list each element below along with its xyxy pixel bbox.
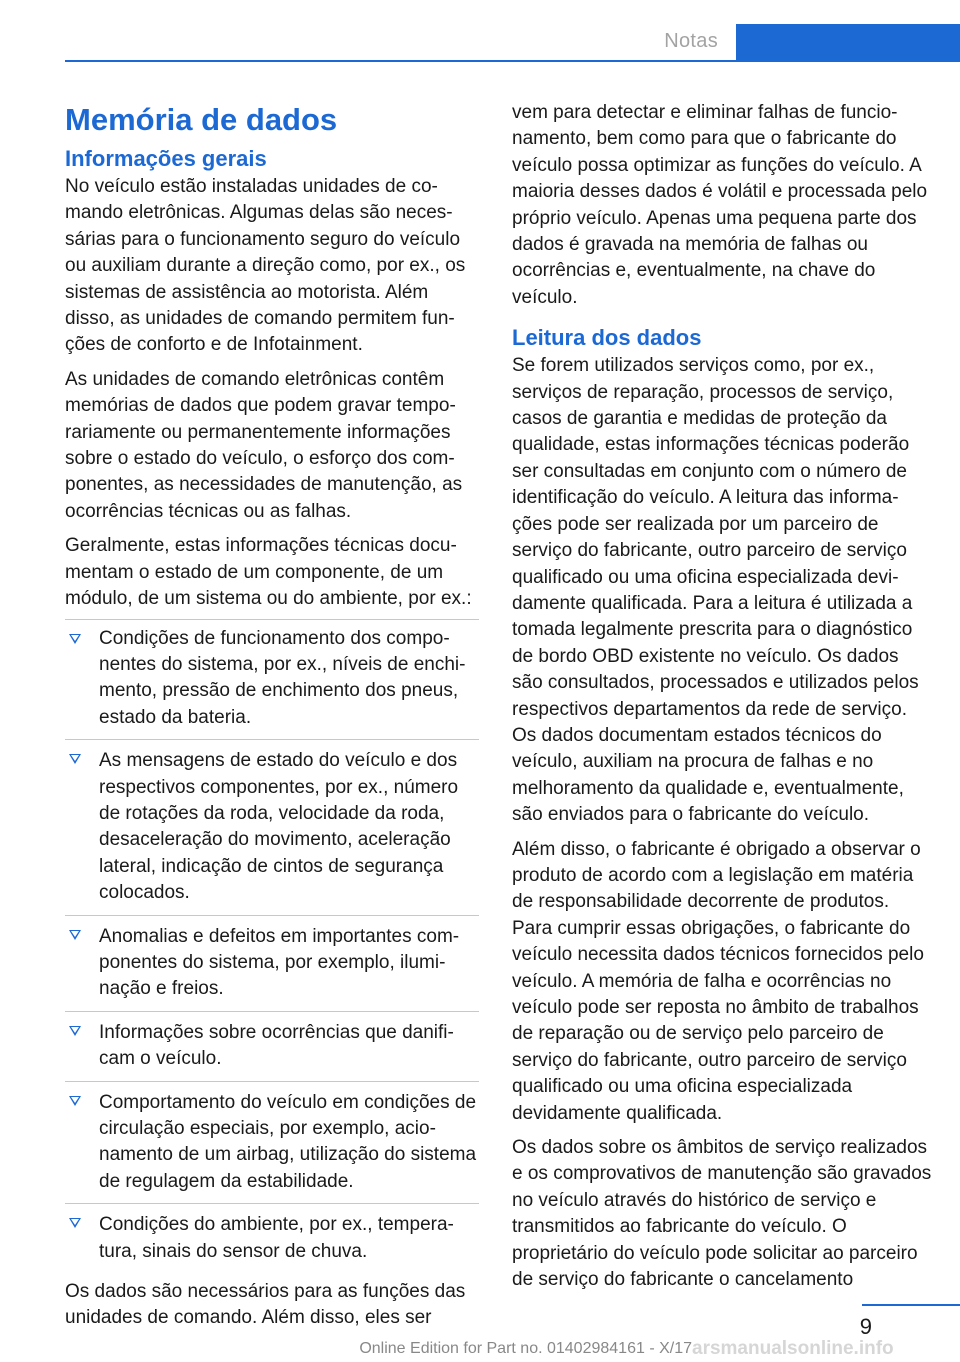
paragraph: Os dados sobre os âmbitos de serviço realizados e os comprovativos de manutenção são gravados no veículo através do histórico de serviço e transmitidos ao fabricante do veículo. O proprietário do veículo pode solicitar ao parceiro de serviço do fabricante o cancelamento <box>512 1137 932 1291</box>
triangle-bullet-icon <box>69 1218 81 1228</box>
paragraph: Se forem utilizados serviços como, por ex., serviços de reparação, processos de serviço, casos de garantia e medidas de proteção da qualidade, estas informações técnicas poderão ser consultadas em conjunto com o número de identificação do veículo. A leitura das informações pode ser realizada por um parceiro de serviço do fabricante, outro parceiro de serviço qualificado ou uma oficina especializada devidamente qualificada. Para a leitura é utilizada a tomada legalmente prescrita para o diagnóstico de bordo OBD existente no veículo. Os dados são consultados, processados e utilizados pelos respectivos departamentos da rede de serviço. Os dados documentam estados técnicos do veículo, auxiliam na procura de falhas e no melhoramento da qualidade e, eventualmente, são enviados para o fabricante do veículo. <box>512 355 919 826</box>
page-number: 9 <box>859 1314 872 1339</box>
paragraph: Os dados são necessários para as funções das unidades de comando. Além disso, eles ser <box>65 1281 466 1329</box>
watermark: arsmanualsonline.info <box>692 1338 894 1359</box>
paragraph: Além disso, o fabricante é obrigado a observar o produto de acordo com a legislação em matéria de responsabilidade decorrente de produtos. Para cumprir essas obrigações, o fabricante do veículo necessita dados técnicos fornecidos pelo veículo. A memória de falha e ocorrências no veículo pode ser reposta no âmbito de trabalhos de reparação ou de serviço pelo parceiro de serviço do fabricante, outro parceiro de serviço qualificado ou uma oficina especializada devidamente qualificada. <box>512 838 924 1124</box>
paragraph: As unidades de comando eletrônicas contêm memórias de dados que podem gravar temporariamente ou permanentemente informações sobre o estado do veículo, o esforço dos componentes, as necessidades de manutenção, as ocorrências técnicas ou as falhas. <box>65 368 463 522</box>
list-item: As mensagens de estado do veículo e dos respectivos componentes, por ex., número de rotações da roda, velocidade da roda, desaceleração do movimento, aceleração lateral, indicação de cintos de segurança colocados. <box>65 739 479 914</box>
left-column <box>65 100 479 1340</box>
paragraph: vem para detectar e eliminar falhas de funcionamento, bem como para que o fabricante do veículo possa optimizar as funções do veículo. A maioria desses dados é volátil e processada pelo próprio veículo. Apenas uma pequena parte dos dados é gravada na memória de falhas ou ocorrências e, eventualmente, na chave do veículo. <box>512 102 928 308</box>
right-column <box>512 100 932 1301</box>
bullet-list <box>65 619 479 1274</box>
section-heading-general: Informações gerais <box>65 146 267 171</box>
paragraph: No veículo estão instaladas unidades de comando eletrônicas. Algumas delas são necessárias para o funcionamento seguro do veículo ou auxiliam durante a direção como, por ex., os sistemas de assistência ao motorista. Além disso, as unidades de comando permitem funções de conforto e de Infotainment. <box>65 176 466 356</box>
list-item: Informações sobre ocorrências que danificam o veículo. <box>65 1011 479 1081</box>
list-item: Condições do ambiente, por ex., temperatura, sinais do sensor de chuva. <box>65 1203 479 1273</box>
paragraph: Geralmente, estas informações técnicas documentam o estado de um componente, de um módulo, de um sistema ou do ambiente, por ex.: <box>65 535 472 610</box>
triangle-bullet-icon <box>69 754 81 764</box>
triangle-bullet-icon <box>69 634 81 644</box>
triangle-bullet-icon <box>69 1096 81 1106</box>
footer-edition: Online Edition for Part no. 01402984161 - X/17 <box>359 1340 692 1357</box>
triangle-bullet-icon <box>69 1026 81 1036</box>
header-accent-block <box>736 24 960 62</box>
list-item: Condições de funcionamento dos componentes do sistema, por ex., níveis de enchimento, pressão de enchimento dos pneus, estado da bateria. <box>65 619 479 740</box>
section-heading-reading: Leitura dos dados <box>512 325 702 351</box>
section-label: Notas <box>664 30 718 52</box>
triangle-bullet-icon <box>69 930 81 940</box>
list-item: Comportamento do veículo em condições de circulação especiais, por exemplo, acionamento de um airbag, utilização do sistema de regulagem da estabilidade. <box>65 1081 479 1204</box>
list-item: Anomalias e defeitos em importantes componentes do sistema, por exemplo, iluminação e freios. <box>65 915 479 1011</box>
footer-rule <box>862 1304 960 1306</box>
page-title: Memória de dados <box>65 102 338 137</box>
